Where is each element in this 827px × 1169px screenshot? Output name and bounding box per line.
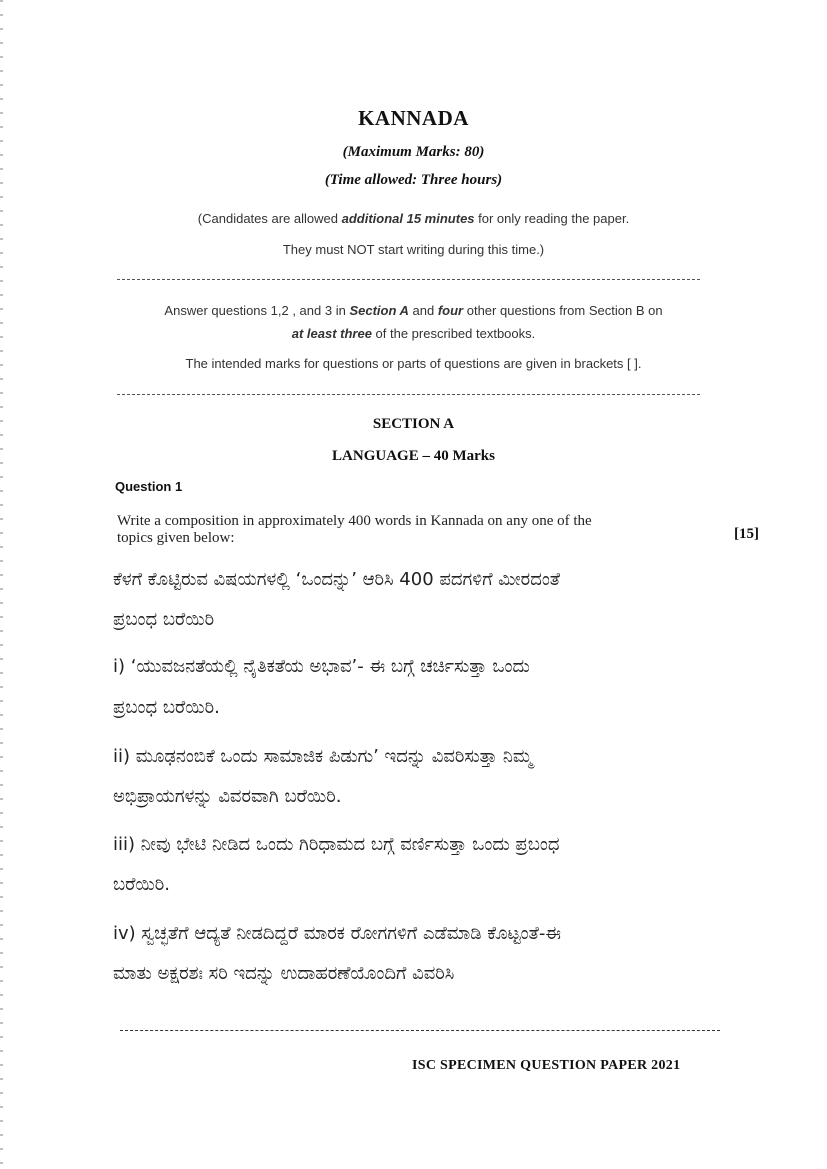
instr-l2-bold: at least three <box>291 326 372 341</box>
divider-top <box>117 279 700 280</box>
reading-note-line1 <box>0 211 827 226</box>
section-title: SECTION A <box>372 416 455 432</box>
kannada-intro-line1: ಕೆಳಗೆ ಕೊಟ್ಟಿರುವ ವಿಷಯಗಳಲ್ಲಿ ‘ಒಂದನ್ನು’ ಆರಿಸಿ 400 ಪದಗಳಿಗೆ ಮೀರದಂತೆ <box>113 569 561 590</box>
instr-l1-section: Section A <box>349 303 409 318</box>
question-1-marks: [15] <box>734 526 759 542</box>
time-allowed: (Time allowed: Three hours) <box>324 172 503 188</box>
footer-text: ISC SPECIMEN QUESTION PAPER 2021 <box>412 1058 681 1073</box>
topic-2-line1: ii) ಮೂಢನಂಬಿಕೆ ಒಂದು ಸಾಮಾಜಿಕ ಪಿಡುಗು’ ಇದನ್ನು ವಿವರಿಸುತ್ತಾ ನಿಮ್ಮ <box>113 746 533 767</box>
reading-note-bold: additional 15 minutes <box>341 211 475 226</box>
reading-note-post: for only reading the paper. <box>474 211 630 226</box>
instr-l1-post: other questions from Section B on <box>463 303 663 318</box>
topic-4-line2: ಮಾತು ಅಕ್ಷರಶಃ ಸರಿ ಇದನ್ನು ಉದಾಹರಣೆಯೊಂದಿಗೆ ವಿವರಿಸಿ <box>113 963 455 984</box>
instructions-line3: The intended marks for questions or parts of questions are given in brackets [ ]. <box>185 356 642 371</box>
divider-middle <box>117 394 700 395</box>
topic-4-line1: iv) ಸ್ವಚ್ಛತೆಗೆ ಆದ್ಯತೆ ನೀಡದಿದ್ದರೆ ಮಾರಕ ರೋಗಗಳಿಗೆ ಎಡೆಮಾಡಿ ಕೊಟ್ಟಂತೆ-ಈ <box>113 923 561 944</box>
divider-bottom <box>120 1030 720 1031</box>
topic-1-line1: i) ‘ಯುವಜನತೆಯಲ್ಲಿ ನೈತಿಕತೆಯ ಅಭಾವ’- ಈ ಬಗ್ಗೆ ಚರ್ಚಿಸುತ್ತಾ ಒಂದು <box>113 656 530 677</box>
prompt-line2: topics given below: <box>117 530 235 546</box>
instr-l1-mid: and <box>408 303 438 318</box>
topic-1-line2: ಪ್ರಬಂಧ ಬರೆಯಿರಿ. <box>113 697 220 718</box>
reading-note-pre: (Candidates are allowed <box>197 211 342 226</box>
reading-note-line2: They must NOT start writing during this time.) <box>282 242 545 257</box>
instr-l2-post: of the prescribed textbooks. <box>371 326 536 341</box>
topic-3-line2: ಬರೆಯಿರಿ. <box>113 874 170 895</box>
question-1-label: Question 1 <box>115 479 183 494</box>
instr-l1-four: four <box>437 303 464 318</box>
instr-l1-pre: Answer questions 1,2 , and 3 in <box>164 303 350 318</box>
section-subtitle: LANGUAGE – 40 Marks <box>332 448 495 464</box>
prompt-line1: Write a composition in approximately 400 words in Kannada on any one of the <box>117 513 592 529</box>
kannada-intro-line2: ಪ್ರಬಂಧ ಬರೆಯಿರಿ <box>113 609 215 630</box>
instructions-line2 <box>0 326 827 341</box>
topic-3-line1: iii) ನೀವು ಭೇಟಿ ನೀಡಿದ ಒಂದು ಗಿರಿಧಾಮದ ಬಗ್ಗೆ ವರ್ಣಿಸುತ್ತಾ ಒಂದು ಪ್ರಬಂಧ <box>113 834 560 855</box>
topic-2-line2: ಅಭಿಪ್ರಾಯಗಳನ್ನು ವಿವರವಾಗಿ ಬರೆಯಿರಿ. <box>113 786 342 807</box>
subject-title: KANNADA <box>358 106 469 130</box>
question-1-prompt <box>117 513 592 547</box>
instructions-line1 <box>0 303 827 318</box>
max-marks: (Maximum Marks: 80) <box>342 144 485 160</box>
